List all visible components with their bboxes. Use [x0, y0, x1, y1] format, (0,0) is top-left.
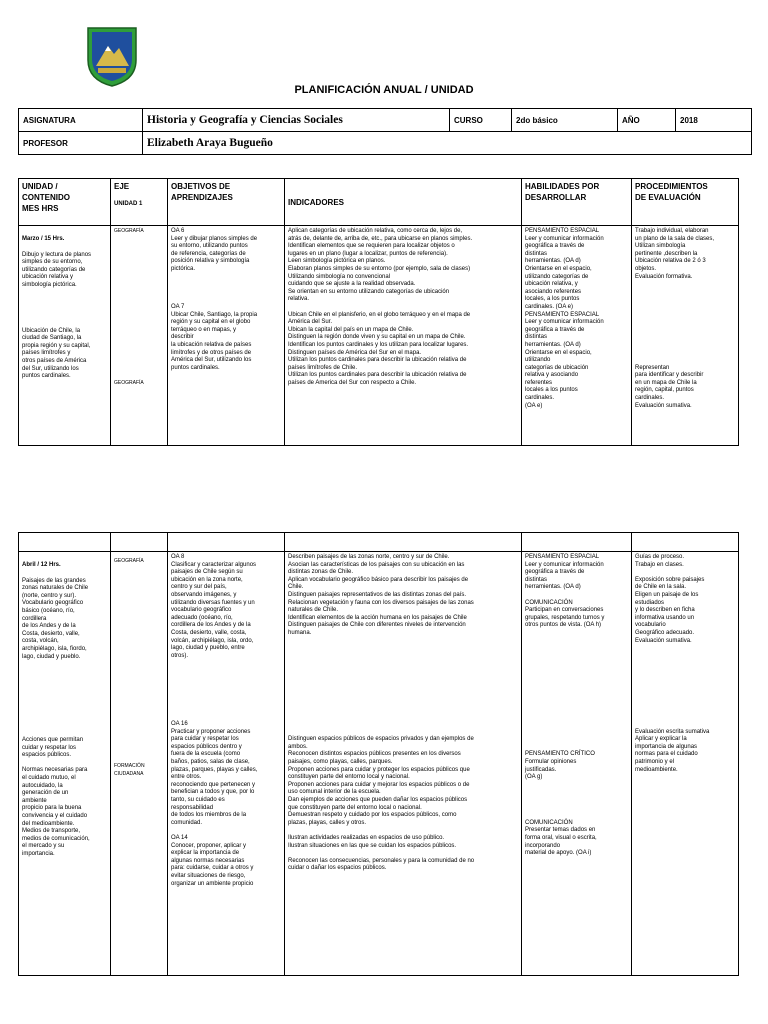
header-indicadores: INDICADORES: [288, 197, 345, 207]
row2-objetivos: OA 8 Clasificar y caracterizar algunos paisajes de Chile según su ubicación en la zona norte, centro y sur del país, observando imágenes, y utilizando diversas fuentes y un vocabulario geográfico adecuado (océano, río, cordillera de los Andes y de la Costa, desierto, valle, costa, volcán, archipiélago, isla, ordo, lago, ciudad y pueblo, entre otros). OA 16 Practicar y proponer acciones para cuidar y respetar los espacios públicos dentro y fuera de la escuela (como baños, patios, salas de clase, plazas, parques, playas y calles, entre otros. reconociendo que pertenecen y benefician a todos y que, por lo tanto, su cuidado es responsabilidad de todos los miembros de la comunidad. OA 14 Conocer, proponer, aplicar y explicar la importancia de algunas normas necesarias para: cuidarse, cuidar a otros y evitar situaciones de riesgo, organizar un ambiente propicio: [171, 554, 258, 887]
asignatura-value: Historia y Geografía y Ciencias Sociales: [143, 109, 450, 132]
row1-habilidades: PENSAMIENTO ESPACIAL Leer y comunicar información geográfica a través de distintas herramientas. (OA d) Orientarse en el espacio, utilizando categorías de ubicación relativa, y asociando referentes locales, a los puntos cardinales. (OA e) PENSAMIENTO ESPACIAL Leer y comunicar información geográfica a través de distintas herramientas. (OA d) Orientarse en el espacio, utilizando categorías de ubicación relativa y asociando referentes locales a los puntos cardinales. (OA e): [525, 228, 604, 409]
table-row: [19, 226, 739, 446]
info-table: [18, 108, 752, 155]
asignatura-label: ASIGNATURA: [19, 109, 143, 132]
row2-procedimientos: Guías de proceso. Trabajo en clases. Exposición sobre paisajes de Chile en la sala. Eligen un paisaje de los estudiados y lo describen en ficha informativa usando un vocabulario Geográfico adecuado. Evaluación sumativa. Evaluación escrita sumativa Aplicar y explicar la importancia de algunas normas para el cuidado patrimonio y el medioambiente.: [635, 554, 710, 773]
curso-value: 2do básico: [512, 109, 618, 132]
row2-month: Abril / 12 Hrs.: [22, 562, 61, 568]
header-unidad: UNIDAD / CONTENIDO MES HRS: [22, 182, 70, 213]
document-title: PLANIFICACIÓN ANUAL / UNIDAD: [294, 84, 474, 96]
header-habilidades: HABILIDADES POR DESARROLLAR: [525, 182, 600, 202]
profesor-value: Elizabeth Araya Bugueño: [143, 132, 752, 155]
header-eje-sub: UNIDAD 1: [114, 201, 143, 207]
header-eje: EJE: [114, 182, 130, 191]
row1-objetivos: OA 6 Leer y dibujar planos simples de su entorno, utilizando puntos de referencia, categorías de posición relativa y simbología pictórica. OA 7 Ubicar Chile, Santiago, la propia región y su capital en el globo terráqueo o en mapas, y describir la ubicación relativa de países limítrofes y de otros países de América del Sur, utilizando los puntos cardinales.: [171, 228, 258, 371]
header-procedimientos: PROCEDIMIENTOS DE EVALUACIÓN: [635, 182, 708, 202]
curso-label: CURSO: [450, 109, 512, 132]
row2-habilidades: PENSAMIENTO ESPACIAL Leer y comunicar información geográfica a través de distintas herramientas. (OA d) COMUNICACIÓN Participan en conversaciones grupales, respetando turnos y otros puntos de vista. (OA h) PENSAMIENTO CRÍTICO Formular opiniones justificadas. (OA g) COMUNICACIÓN Presentar temas dados en forma oral, visual o escrita, incorporando material de apoyo. (OA i): [525, 554, 605, 857]
plan-table-1: [18, 178, 739, 446]
row1-indicadores: Aplican categorías de ubicación relativa, como cerca de, lejos de, atrás de, delante de, arriba de, etc., para ubicarse en planos simples. Identifican elementos que se requieren para localizar objetos o lugares en un plano (lugar a localizar, puntos de referencia). Leen simbología pictórica en planos. Elaboran planos simples de su entorno (por ejemplo, sala de clases) Utilizando simbología no convencional cuidando que se ajuste a la realidad observada. Se orientan en su entorno utilizando categorías de ubicación relativa. Ubican Chile en el planisferio, en el globo terráqueo y en el mapa de América del Sur. Ubican la capital del país en un mapa de Chile. Distinguen la región donde viven y su capital en un mapa de Chile. Identifican los puntos cardinales y los utilizan para localizar lugares. Distinguen países de América del Sur en el mapa. Utilizan los puntos cardinales para describir la ubicación relativa de países limítrofes de Chile. Utilizan los puntos cardinales para describir la ubicación relativa de países de America del Sur con respecto a Chile.: [288, 228, 473, 386]
row1-content: Dibujo y lectura de planos simples de su entorno, utilizando categorías de ubicación relativa y simbología pictórica. Ubicación de Chile, la ciudad de Santiago, la propia región y su capital, países limítrofes y otros países de América del Sur, utilizando los puntos cardinales.: [22, 251, 92, 380]
row2-indicadores: Describen paisajes de las zonas norte, centro y sur de Chile. Asocian las características de los paisajes con su ubicación en las distintas zonas de Chile. Aplican vocabulario geográfico básico para describir los paisajes de Chile. Distinguen paisajes representativos de las distintas zonas del país. Relacionan vegetación y fauna con los diversos paisajes de las zonas naturales de Chile. Identifican elementos de la acción humana en los paisajes de Chile Distinguen paisajes de Chile con diferentes niveles de intervención humana. Distinguen espacios públicos de espacios privados y dan ejemplos de ambos. Reconocen distintos espacios públicos presentes en los diversos paisajes, como playas, calles, parques. Proponen acciones para cuidar y proteger los espacios públicos que constituyen parte del entorno local y nacional. Proponen acciones para cuidar y mejorar los espacios públicos o de uso comunal interior de la escuela. Dan ejemplos de acciones que pueden dañar los espacios públicos que constituyen parte del entorno local o nacional. Demuestran respeto y cuidado por los espacios públicos, como plazas, playas, calles y otros. Ilustran actividades realizadas en espacios de uso público. Ilustran situaciones en las que se cuidan los espacios públicos. Reconocen las consecuencias, personales y para la comunidad de no cuidar o dañar los espacios públicos.: [288, 554, 475, 872]
row1-eje: GEOGRAFÍA GEOGRAFÍA: [114, 228, 144, 386]
table-row: [19, 552, 739, 976]
school-logo-shield: [86, 26, 138, 88]
row1-month: Marzo / 15 Hrs.: [22, 236, 65, 242]
profesor-label: PROFESOR: [19, 132, 143, 155]
anio-label: AÑO: [618, 109, 676, 132]
row2-content: Paisajes de las grandes zonas naturales de Chile (norte, centro y sur). Vocabulario geográfico básico (océano, río, cordillera de los Andes y de la Costa, desierto, valle, costa, volcán, archipiélago, isla, fiordo, lago, ciudad y pueblo. Acciones que permitan cuidar y respetar los espacios públicos. Normas necesarias para el cuidado mutuo, el autocuidado, la generación de un ambiente propicio para la buena convivencia y el cuidado del medioambiente. Medios de transporte, medios de comunicación, el mercado y su importancia.: [22, 577, 90, 857]
header-objetivos: OBJETIVOS DE APRENDIZAJES: [171, 182, 233, 202]
row2-eje: GEOGRAFÍA FORMACIÓN CIUDADANA: [114, 558, 145, 777]
row1-procedimientos: Trabajo individual, elaboran un plano de la sala de clases, Utilizan simbología pertinente ,describen la Ubicación relativa de 2 ó 3 objetos. Evaluación formativa. Representan para identificar y describir en un mapa de Chile la región, capital, puntos cardinales. Evaluación sumativa.: [635, 228, 715, 409]
plan-table-2: [18, 532, 739, 976]
anio-value: 2018: [676, 109, 752, 132]
